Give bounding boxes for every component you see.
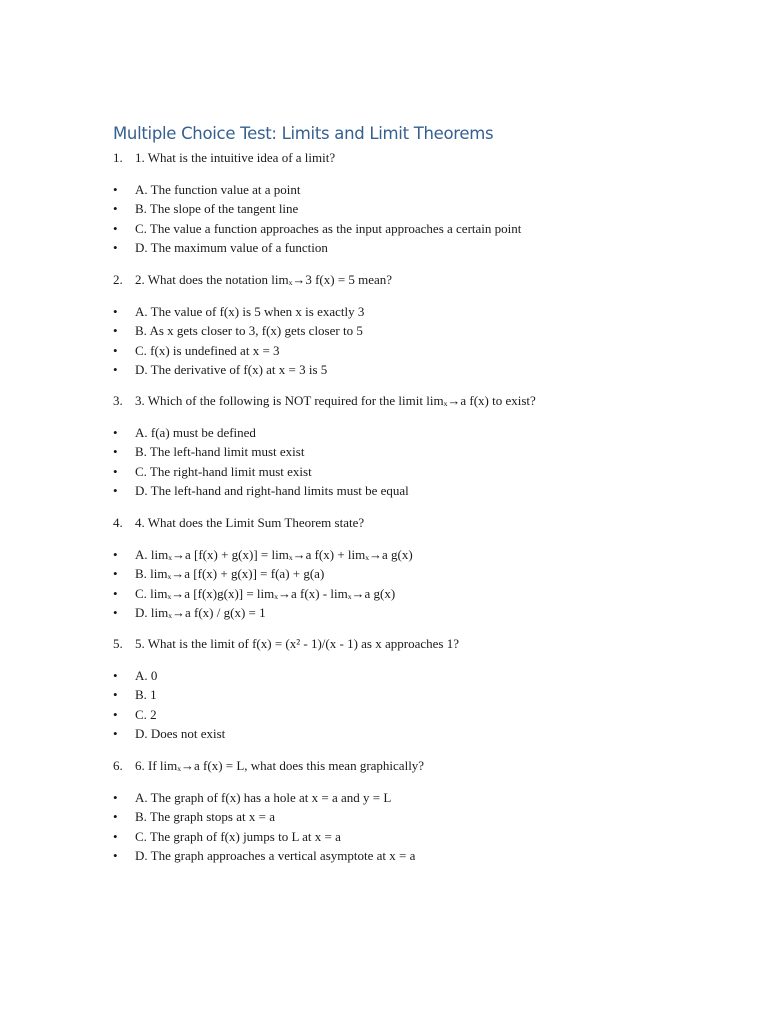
option-text: C. The graph of f(x) jumps to L at x = a bbox=[135, 828, 341, 844]
question-text: 1. What is the intuitive idea of a limit? bbox=[135, 150, 336, 165]
option-text: A. The function value at a point bbox=[135, 182, 301, 197]
bullet-icon: • bbox=[113, 304, 118, 319]
option-text: C. f(x) is undefined at x = 3 bbox=[135, 342, 280, 358]
option-c bbox=[113, 341, 713, 360]
options-list bbox=[113, 545, 713, 622]
option-d bbox=[113, 724, 713, 743]
option-c bbox=[113, 462, 713, 481]
option-text: A. f(a) must be defined bbox=[135, 425, 256, 440]
bullet-icon: • bbox=[113, 482, 118, 498]
option-text: B. 1 bbox=[135, 687, 157, 703]
option-text: B. limₓ→a [f(x) + g(x)] = f(a) + g(a) bbox=[135, 566, 325, 582]
option-b bbox=[113, 807, 713, 826]
option-b bbox=[113, 199, 713, 218]
option-d bbox=[113, 238, 713, 257]
option-b bbox=[113, 685, 713, 704]
option-d bbox=[113, 360, 713, 379]
question-line bbox=[113, 513, 713, 533]
option-text: A. The value of f(x) is 5 when x is exactly 3 bbox=[135, 304, 365, 319]
option-text: A. The graph of f(x) has a hole at x = a and y = L bbox=[135, 790, 392, 805]
question-text: 6. If limₓ→a f(x) = L, what does this mean graphically? bbox=[135, 758, 425, 773]
option-text: D. Does not exist bbox=[135, 725, 226, 741]
option-b bbox=[113, 442, 713, 461]
bullet-icon: • bbox=[113, 182, 118, 197]
options-list bbox=[113, 180, 713, 257]
bullet-icon: • bbox=[113, 463, 118, 479]
document-title: Multiple Choice Test: Limits and Limit Theorems bbox=[113, 124, 494, 143]
question-number: 3. bbox=[113, 393, 123, 408]
option-d bbox=[113, 603, 713, 622]
bullet-icon: • bbox=[113, 687, 118, 703]
question-number: 2. bbox=[113, 272, 123, 287]
question-number: 4. bbox=[113, 515, 123, 530]
bullet-icon: • bbox=[113, 847, 118, 863]
option-text: C. The value a function approaches as the input approaches a certain point bbox=[135, 220, 522, 236]
question-text: 3. Which of the following is NOT required for the limit limₓ→a f(x) to exist? bbox=[135, 393, 536, 408]
option-text: C. 2 bbox=[135, 706, 157, 722]
option-text: B. The left-hand limit must exist bbox=[135, 444, 305, 460]
option-a bbox=[113, 545, 713, 564]
bullet-icon: • bbox=[113, 444, 118, 460]
question-number: 6. bbox=[113, 758, 123, 773]
bullet-icon: • bbox=[113, 725, 118, 741]
bullet-icon: • bbox=[113, 361, 118, 377]
option-text: C. limₓ→a [f(x)g(x)] = limₓ→a f(x) - limₓ→a g(x) bbox=[135, 585, 396, 601]
option-text: D. The maximum value of a function bbox=[135, 239, 328, 255]
option-text: B. As x gets closer to 3, f(x) gets closer to 5 bbox=[135, 323, 363, 339]
question-line bbox=[113, 270, 713, 290]
bullet-icon: • bbox=[113, 425, 118, 440]
bullet-icon: • bbox=[113, 809, 118, 825]
question-line bbox=[113, 634, 713, 654]
question-text: 5. What is the limit of f(x) = (x² - 1)/(x - 1) as x approaches 1? bbox=[135, 636, 459, 651]
option-a bbox=[113, 180, 713, 199]
options-list bbox=[113, 302, 713, 379]
option-d bbox=[113, 481, 713, 500]
question-3 bbox=[113, 391, 713, 500]
option-text: B. The graph stops at x = a bbox=[135, 809, 275, 825]
bullet-icon: • bbox=[113, 547, 118, 562]
bullet-icon: • bbox=[113, 585, 118, 601]
option-c bbox=[113, 827, 713, 846]
option-c bbox=[113, 584, 713, 603]
option-text: D. limₓ→a f(x) / g(x) = 1 bbox=[135, 604, 266, 620]
option-text: D. The graph approaches a vertical asymptote at x = a bbox=[135, 847, 416, 863]
bullet-icon: • bbox=[113, 342, 118, 358]
question-2 bbox=[113, 270, 713, 379]
option-text: A. 0 bbox=[135, 668, 158, 683]
option-c bbox=[113, 219, 713, 238]
options-list bbox=[113, 423, 713, 500]
bullet-icon: • bbox=[113, 239, 118, 255]
question-5 bbox=[113, 634, 713, 743]
bullet-icon: • bbox=[113, 220, 118, 236]
bullet-icon: • bbox=[113, 604, 118, 620]
options-list bbox=[113, 666, 713, 743]
bullet-icon: • bbox=[113, 706, 118, 722]
option-text: D. The derivative of f(x) at x = 3 is 5 bbox=[135, 361, 328, 377]
option-b bbox=[113, 321, 713, 340]
question-number: 5. bbox=[113, 636, 123, 651]
option-text: C. The right-hand limit must exist bbox=[135, 463, 312, 479]
option-a bbox=[113, 666, 713, 685]
question-line bbox=[113, 391, 713, 411]
question-6 bbox=[113, 756, 713, 865]
question-line bbox=[113, 148, 713, 168]
option-b bbox=[113, 564, 713, 583]
question-line bbox=[113, 756, 713, 776]
option-text: D. The left-hand and right-hand limits must be equal bbox=[135, 482, 409, 498]
option-a bbox=[113, 423, 713, 442]
question-1 bbox=[113, 148, 713, 257]
question-text: 4. What does the Limit Sum Theorem state? bbox=[135, 515, 365, 530]
options-list bbox=[113, 788, 713, 865]
option-text: B. The slope of the tangent line bbox=[135, 201, 299, 217]
option-a bbox=[113, 302, 713, 321]
bullet-icon: • bbox=[113, 566, 118, 582]
option-c bbox=[113, 705, 713, 724]
question-4 bbox=[113, 513, 713, 622]
bullet-icon: • bbox=[113, 323, 118, 339]
option-text: A. limₓ→a [f(x) + g(x)] = limₓ→a f(x) + limₓ→a g(x) bbox=[135, 547, 413, 562]
question-text: 2. What does the notation limₓ→3 f(x) = 5 mean? bbox=[135, 272, 393, 287]
bullet-icon: • bbox=[113, 201, 118, 217]
option-a bbox=[113, 788, 713, 807]
question-number: 1. bbox=[113, 150, 123, 165]
bullet-icon: • bbox=[113, 668, 118, 683]
bullet-icon: • bbox=[113, 790, 118, 805]
bullet-icon: • bbox=[113, 828, 118, 844]
option-d bbox=[113, 846, 713, 865]
